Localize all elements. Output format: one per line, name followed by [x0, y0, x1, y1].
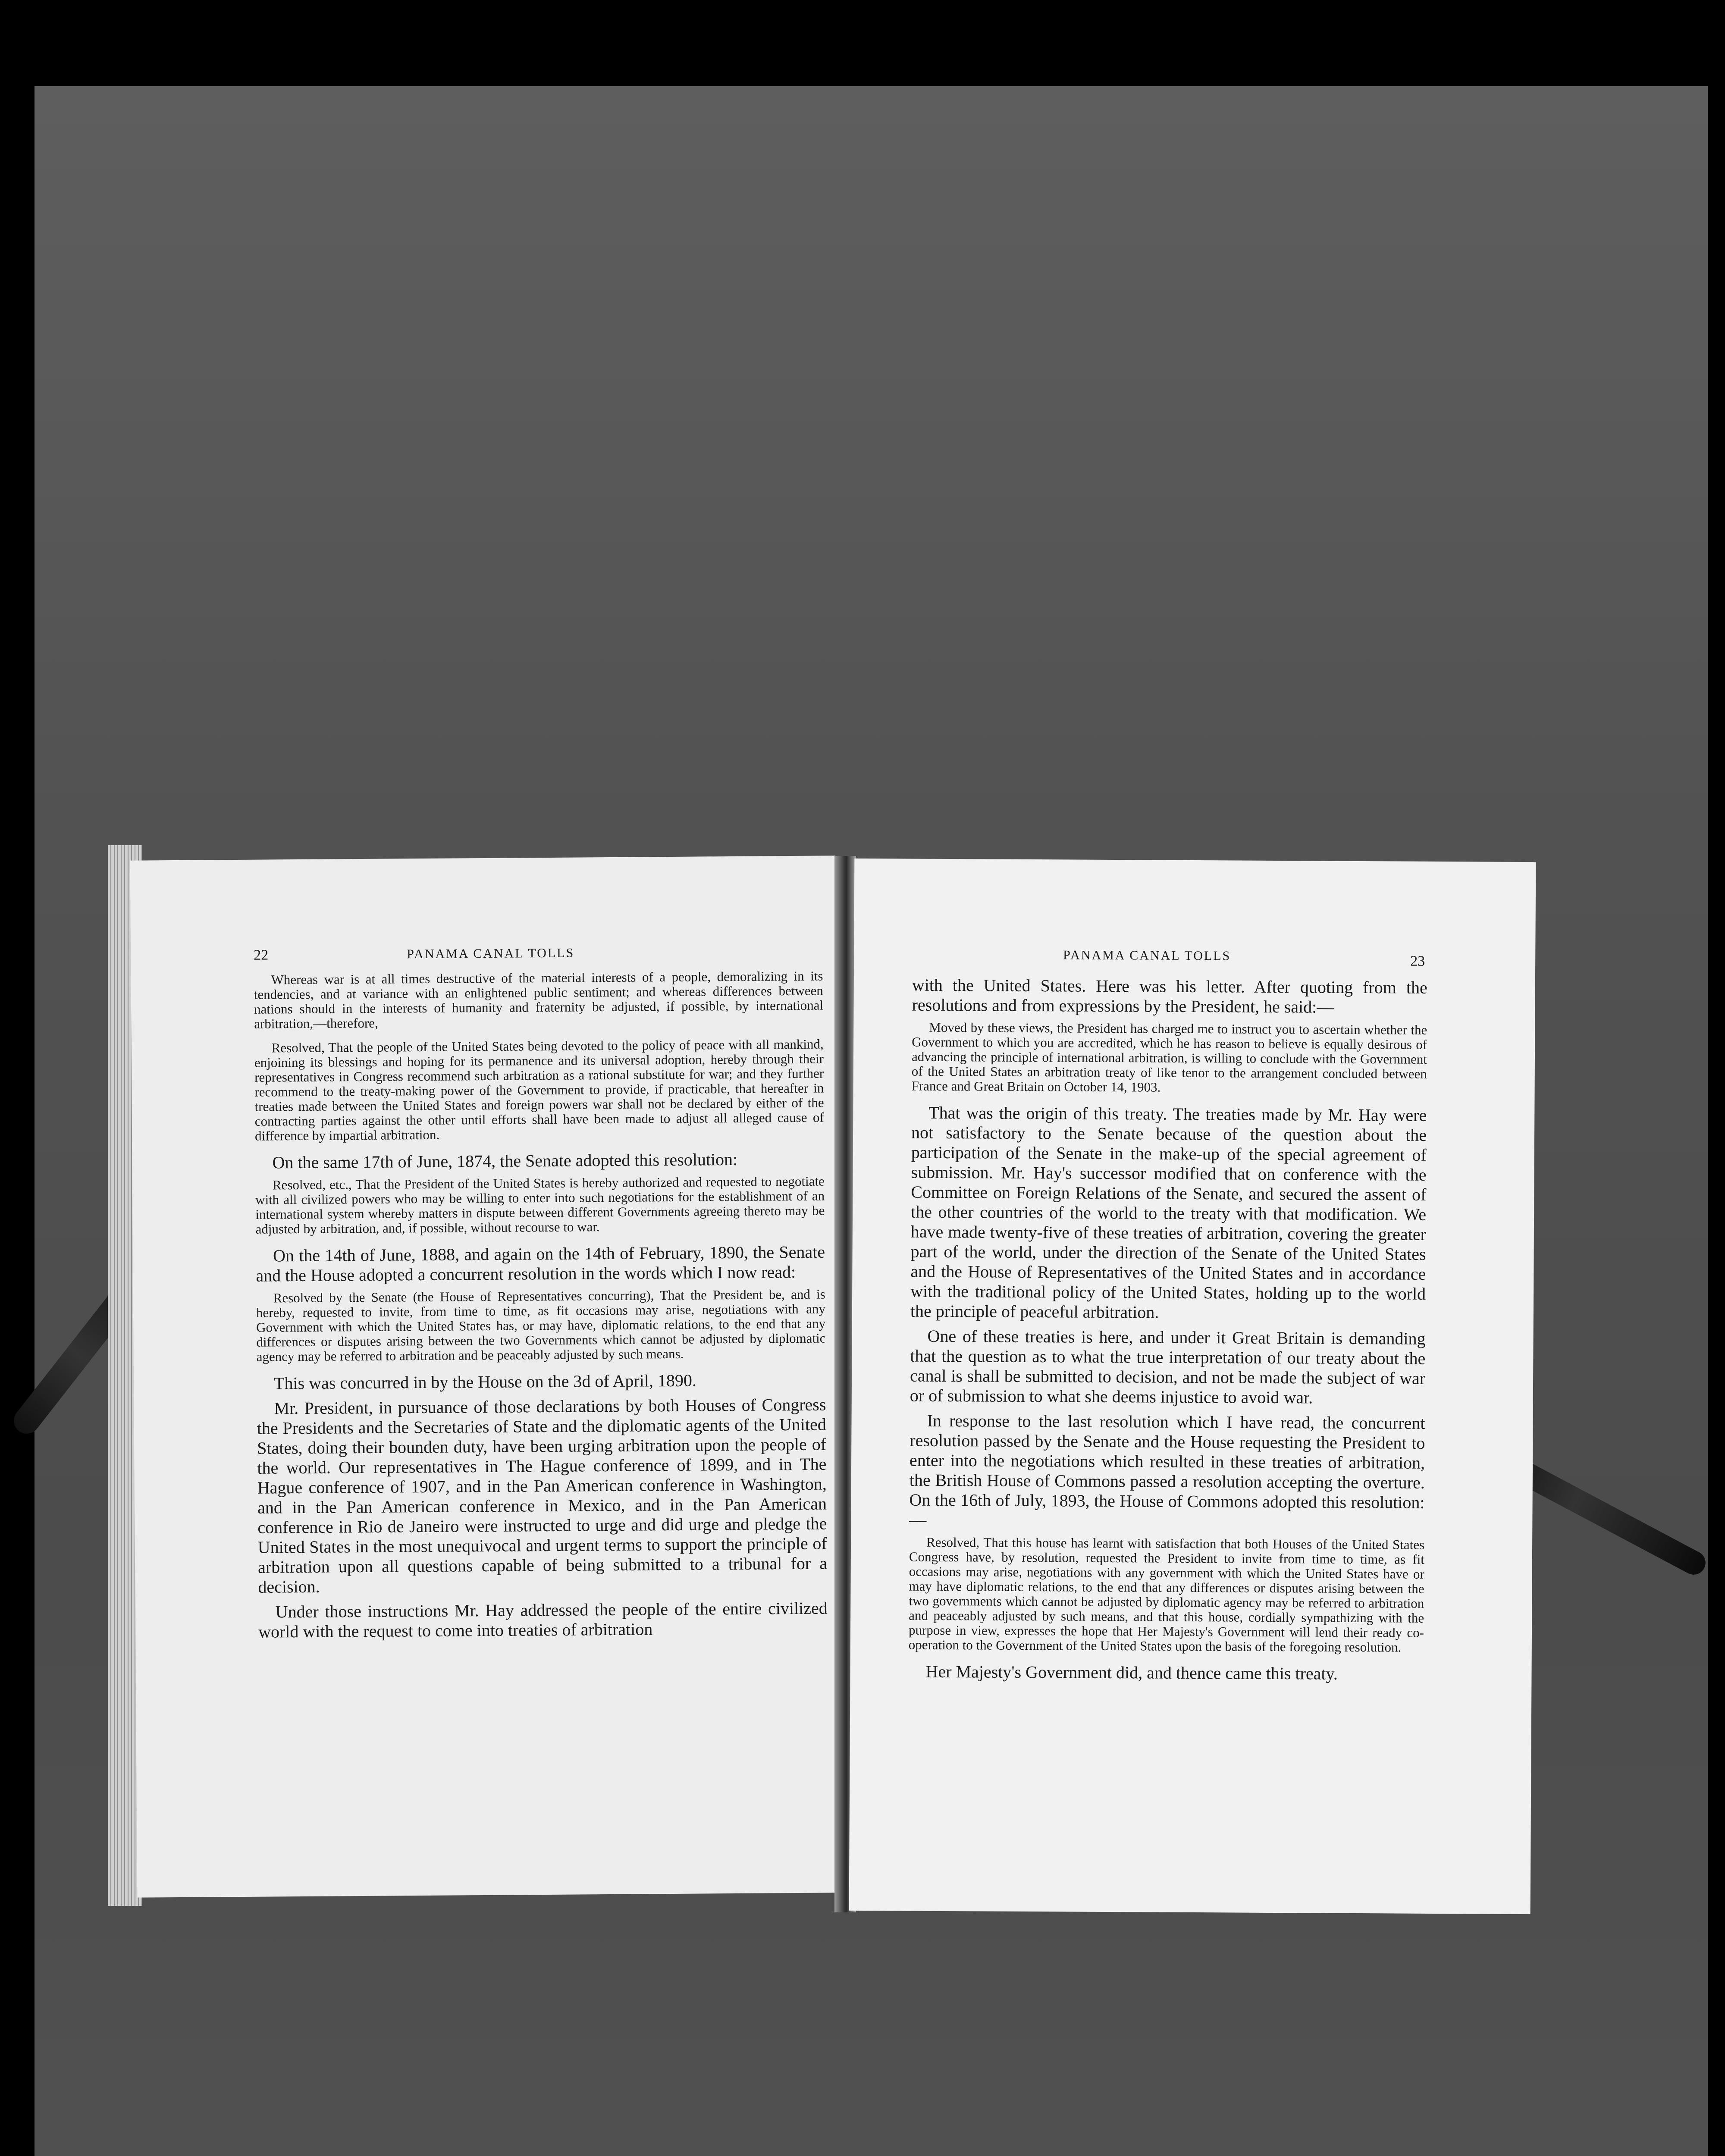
left-block-4: Resolved, etc., That the President of the United States is hereby authorized and requested to negotiate with all civilized powers who may be willing to enter into such negotiations for the establishment of an international system whereby matters in dispute between different Governments agreeing thereto may be adjusted by arbitration, and, if possible, without recourse to war.	[255, 1173, 825, 1237]
left-block-2: Resolved, That the people of the United States being devoted to the policy of peace with all mankind, enjoining its blessings and hoping for its permanence and its universal adoption, hereby through their representatives in Congress recommend such arbitration as a rational substitute for war; and they further recommend to the treaty-making power of the Government to provide, if practicable, that hereafter in treaties made between the United States and foreign powers war shall not be declared by either of the contracting parties against the other until efforts shall have been made to adjust all alleged cause of difference by impartial arbitration.	[254, 1036, 824, 1144]
left-block-9: Under those instructions Mr. Hay addressed the people of the entire civilized world with the request to come into treaties of arbitration	[258, 1598, 828, 1642]
left-block-1: Whereas war is at all times destructive of the material interests of a people, demoralizing in its tendencies, and at variance with an enlightened public sentiment; and whereas differences between nations should in the interests of humanity and fraternity be adjusted, if possible, by international arbitration,—therefore,	[254, 968, 824, 1031]
right-page	[849, 859, 1536, 1914]
right-page-number: 23	[1410, 953, 1425, 969]
right-block-4: One of these treaties is here, and under it Great Britain is demanding that the question as to what the true interpretation of our treaty about the canal is shall be submitted to decision, and not be made the subject of war or of submission to what she deems injustice to avoid war.	[910, 1326, 1426, 1407]
right-block-1: with the United States. Here was his letter. After quoting from the resolutions and from expressions by the President, he said:—	[912, 975, 1427, 1017]
left-block-7: This was concurred in by the House on the 3d of April, 1890.	[273, 1370, 697, 1393]
left-block-6: Resolved by the Senate (the House of Representatives concurring), That the President be, and is hereby, requested to invite, from time to time, as fit occasions may arise, negotiations with any Government with which the United States has, or may have, diplomatic relations, to the end that any differences or disputes arising between the two Governments which cannot be adjusted by diplomatic agency may be referred to arbitration and be peaceably adjusted by such means.	[256, 1286, 826, 1364]
left-running-head: PANAMA CANAL TOLLS	[407, 946, 575, 962]
left-block-8: Mr. President, in pursuance of those declarations by both Houses of Congress the Presidents and the Secretaries of State and the diplomatic agents of the United States, doing their bounden duty, have been urging arbitration upon the people of the world. Our representatives in The Hague conference of 1899, and in The Hague conference of 1907, and in the Pan American conference in Washington, and in the Pan American conference in Mexico, and in the Pan American conference in Rio de Janeiro were instructed to urge and did urge and pledge the United States in the most unequivocal and urgent terms to support the principle of arbitration upon all questions capable of being submitted to a tribunal for a decision.	[257, 1395, 828, 1597]
right-block-5: In response to the last resolution which I have read, the concurrent resolution passed by the Senate and the House requesting the President to enter into the negotiations which resulted in these treaties of arbitration, the British House of Commons passed a resolution accepting the overture. On the 16th of July, 1893, the House of Commons adopted this resolution:—	[909, 1410, 1425, 1529]
left-page-number: 22	[254, 947, 269, 963]
left-page	[130, 856, 843, 1897]
right-running-head: PANAMA CANAL TOLLS	[1063, 948, 1231, 963]
right-block-2: Moved by these views, the President has charged me to instruct you to ascertain whether the Government to which you are accredited, which he has reason to believe is equally desirous of advancing the principle of international arbitration, is willing to conclude with the Government of the United States an arbitration treaty of like tenor to the arrangement concluded between France and Great Britain on October 14, 1903.	[911, 1019, 1427, 1095]
right-page-body	[908, 975, 1427, 1689]
left-block-5: On the 14th of June, 1888, and again on the 14th of February, 1890, the Senate and the House adopted a concurrent resolution in the words which I now read:	[256, 1242, 825, 1285]
right-block-3: That was the origin of this treaty. The treaties made by Mr. Hay were not satisfactory to the Senate because of the question about the participation of the Senate in the make-up of the special agreement of submission. Mr. Hay's successor modified that on conference with the Committee on Foreign Relations of the Senate, and secured the assent of the other countries of the world to the treaty with that modification. We have made twenty-five of these treaties of arbitration, covering the greater part of the world, under the direction of the Senate of the United States and the House of Representatives of the United States and in accordance with the traditional policy of the United States, holding up to the world the principle of peaceful arbitration.	[910, 1103, 1427, 1322]
right-block-6: Resolved, That this house has learnt with satisfaction that both Houses of the United States Congress have, by resolution, requested the President to invite from time to time, as fit occasions may arise, negotiations with any government with which the United States have or may have diplomatic relations, to the end that any differences or disputes arising between the two governments which cannot be adjusted by diplomatic agency may be referred to arbitration and peaceably adjusted by such means, and that this house, cordially sympathizing with the purpose in view, expresses the hope that Her Majesty's Government will lend their ready co-operation to the Government of the United States upon the basis of the foregoing resolution.	[908, 1534, 1425, 1655]
left-block-3: On the same 17th of June, 1874, the Senate adopted this resolution:	[272, 1149, 738, 1172]
left-page-body	[254, 969, 828, 1647]
right-block-7: Her Majesty's Government did, and thence came this treaty.	[925, 1661, 1338, 1683]
